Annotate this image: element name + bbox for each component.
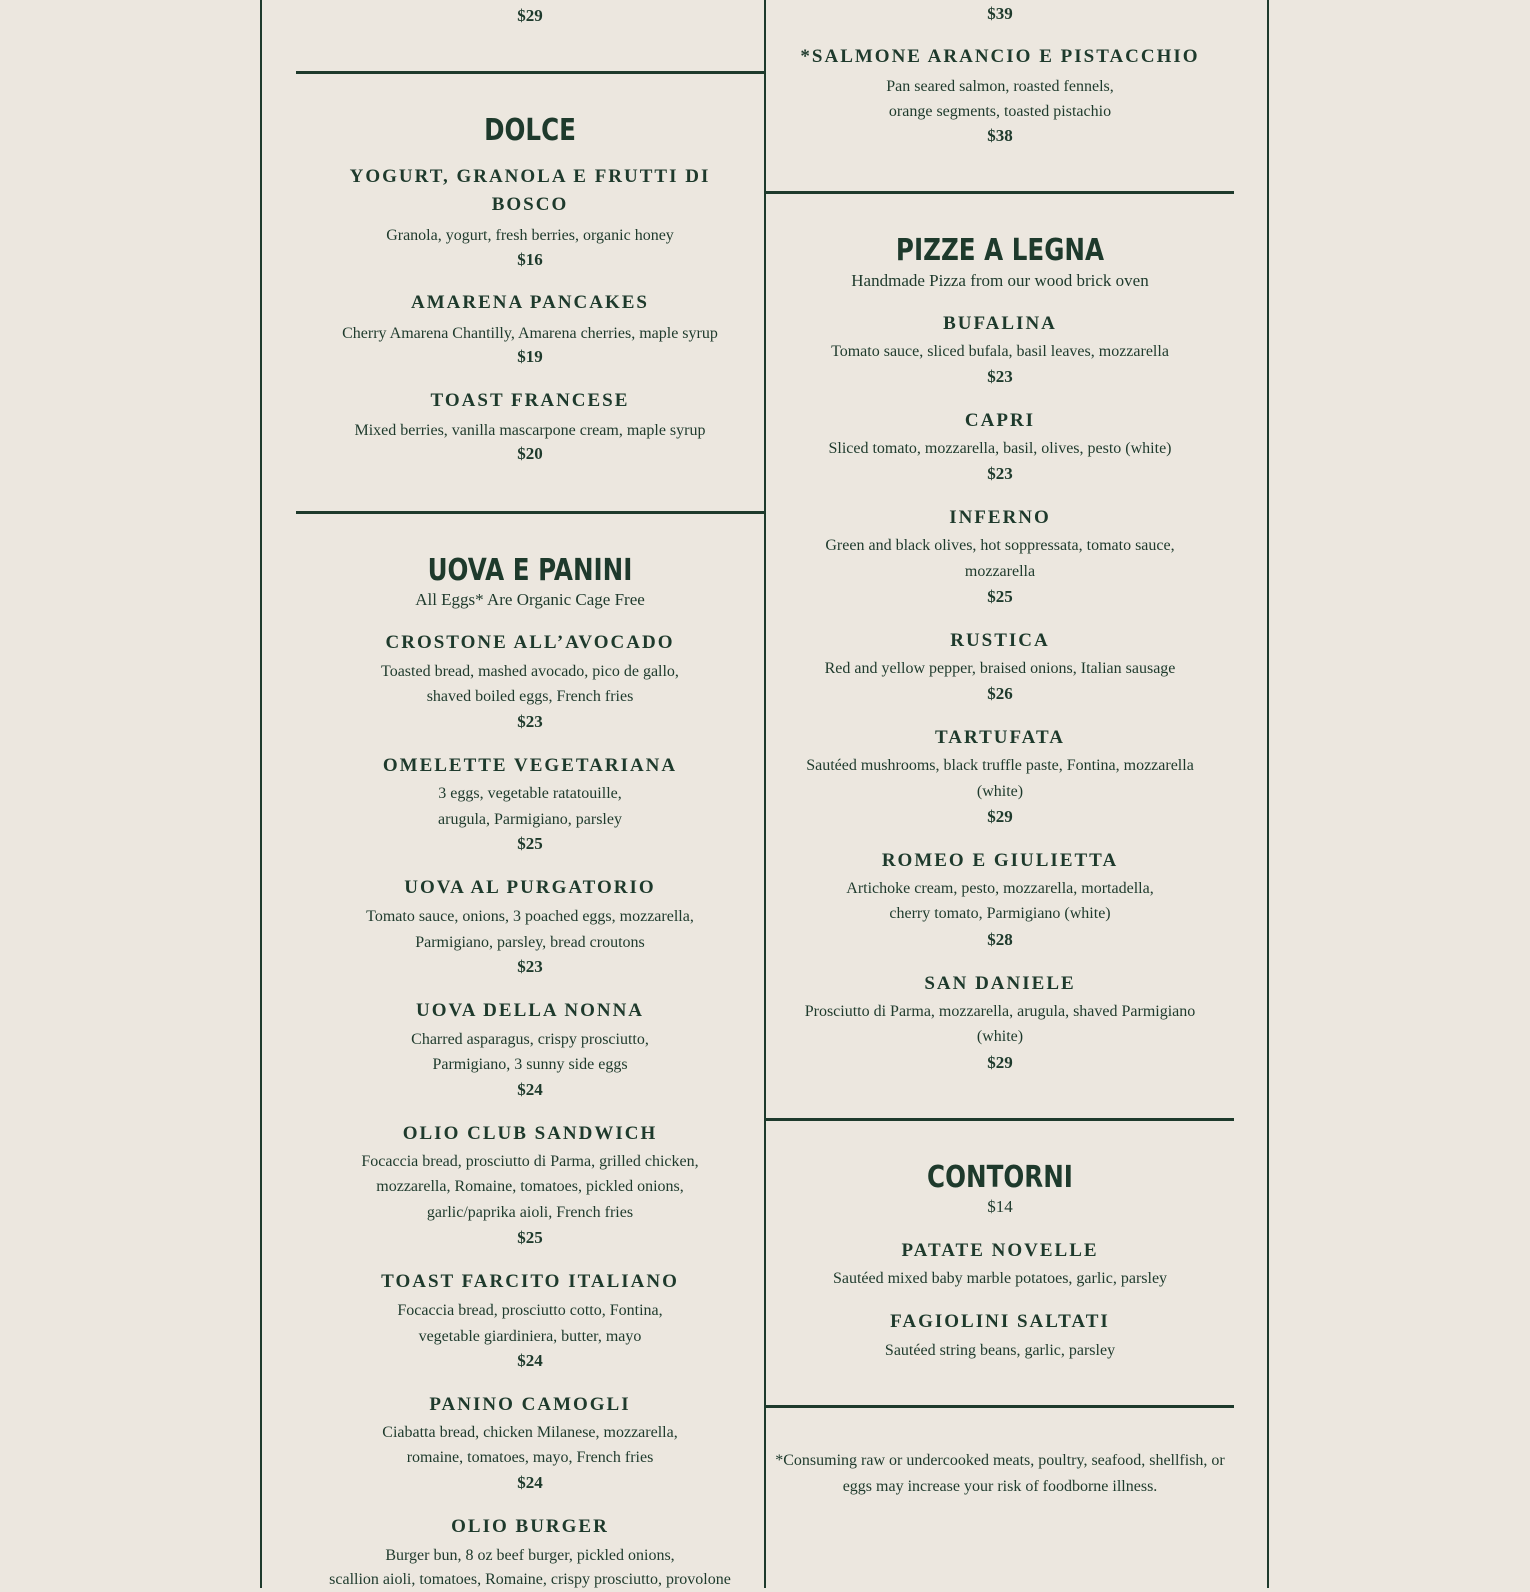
section-title-dolce: DOLCE: [484, 113, 576, 148]
item-description: romaine, tomatoes, mayo, French fries: [406, 1449, 654, 1466]
item-name: RUSTICA: [950, 630, 1050, 651]
item-price: $39: [987, 4, 1013, 23]
left-column: [296, 0, 764, 1588]
right-column: [766, 0, 1234, 1588]
item-price: $23: [987, 464, 1013, 483]
item-description: Parmigiano, parsley, bread croutons: [415, 934, 645, 951]
section-subtitle: Handmade Pizza from our wood brick oven: [851, 271, 1149, 290]
frame-line-left: [260, 0, 262, 1588]
item-description: Granola, yogurt, fresh berries, organic honey: [386, 227, 674, 244]
item-price: $28: [987, 930, 1013, 949]
item-description: Charred asparagus, crispy prosciutto,: [411, 1031, 649, 1048]
item-description: orange segments, toasted pistachio: [888, 103, 1112, 120]
item-description: Green and black olives, hot soppressata, tomato sauce,: [825, 537, 1175, 554]
item-description: Prosciutto di Parma, mozzarella, arugula, shaved Parmigiano: [804, 1003, 1196, 1020]
item-price: $16: [517, 250, 543, 269]
item-description: vegetable giardiniera, butter, mayo: [418, 1328, 642, 1345]
item-name: CAPRI: [964, 410, 1036, 431]
item-price: $29: [517, 6, 543, 25]
item-name: PATATE NOVELLE: [901, 1240, 1099, 1261]
item-name: TOAST FARCITO ITALIANO: [381, 1271, 679, 1292]
item-description: Focaccia bread, prosciutto cotto, Fontina,: [397, 1302, 663, 1319]
item-name: UOVA AL PURGATORIO: [404, 877, 656, 898]
allergen-note: eggs may increase your risk of foodborne illness.: [842, 1478, 1158, 1495]
item-price: $24: [517, 1473, 543, 1492]
item-price: $25: [517, 834, 543, 853]
item-description: cherry tomato, Parmigiano (white): [889, 905, 1111, 922]
item-name: BUFALINA: [943, 313, 1057, 334]
item-description: mozzarella: [964, 563, 1036, 580]
item-price: $23: [987, 367, 1013, 386]
item-name: TOAST FRANCESE: [430, 390, 630, 411]
item-name: FAGIOLINI SALTATI: [890, 1311, 1110, 1332]
section-title-pizze: PIZZE A LEGNA: [895, 233, 1105, 268]
item-price: $26: [987, 684, 1013, 703]
item-description: Artichoke cream, pesto, mozzarella, mortadella,: [846, 880, 1154, 897]
item-description: Sautéed mixed baby marble potatoes, garlic, parsley: [832, 1270, 1168, 1287]
item-description: Tomato sauce, sliced bufala, basil leaves, mozzarella: [831, 343, 1169, 360]
item-description: 3 eggs, vegetable ratatouille,: [438, 785, 622, 802]
item-price: $23: [517, 712, 543, 731]
item-price: $25: [517, 1228, 543, 1247]
item-name: BOSCO: [491, 194, 569, 215]
item-name: ROMEO E GIULIETTA: [881, 850, 1119, 871]
item-description: Sliced tomato, mozzarella, basil, olives, pesto (white): [828, 440, 1172, 457]
item-name: TARTUFATA: [935, 727, 1065, 748]
item-description: Tomato sauce, onions, 3 poached eggs, mozzarella,: [366, 908, 694, 925]
allergen-note: *Consuming raw or undercooked meats, poultry, seafood, shellfish, or: [775, 1452, 1225, 1469]
item-description: scallion aioli, tomatoes, Romaine, crispy prosciutto, provolone: [329, 1571, 731, 1588]
item-description: Sautéed string beans, garlic, parsley: [884, 1342, 1116, 1359]
item-description: (white): [976, 783, 1024, 800]
item-description: arugula, Parmigiano, parsley: [438, 811, 622, 828]
item-name: OLIO BURGER: [451, 1516, 609, 1537]
section-subtitle: All Eggs* Are Organic Cage Free: [415, 590, 645, 609]
item-description: Toasted bread, mashed avocado, pico de gallo,: [381, 663, 679, 680]
section-title-uova: UOVA E PANINI: [427, 553, 633, 588]
frame-line-right: [1267, 0, 1269, 1588]
item-description: Mixed berries, vanilla mascarpone cream, maple syrup: [354, 422, 706, 439]
item-description: Ciabatta bread, chicken Milanese, mozzarella,: [382, 1424, 678, 1441]
item-description: Focaccia bread, prosciutto di Parma, grilled chicken,: [361, 1153, 699, 1170]
item-name: OLIO CLUB SANDWICH: [402, 1123, 658, 1144]
item-price: $29: [987, 807, 1013, 826]
section-title-contorni: CONTORNI: [927, 1160, 1073, 1195]
item-name: AMARENA PANCAKES: [410, 292, 649, 313]
item-name: INFERNO: [949, 507, 1051, 528]
section-subtitle: $14: [987, 1197, 1013, 1216]
item-description: Sautéed mushrooms, black truffle paste, Fontina, mozzarella: [806, 757, 1194, 774]
item-name: PANINO CAMOGLI: [429, 1394, 631, 1415]
item-price: $24: [517, 1080, 543, 1099]
item-description: Cherry Amarena Chantilly, Amarena cherries, maple syrup: [342, 325, 718, 342]
item-description: Burger bun, 8 oz beef burger, pickled onions,: [385, 1547, 675, 1564]
item-description: Red and yellow pepper, braised onions, Italian sausage: [824, 660, 1176, 677]
item-description: Pan seared salmon, roasted fennels,: [886, 78, 1114, 95]
item-name: OMELETTE VEGETARIANA: [382, 755, 678, 776]
item-price: $38: [987, 126, 1013, 145]
item-description: garlic/paprika aioli, French fries: [426, 1204, 634, 1221]
item-name: SAN DANIELE: [924, 973, 1076, 994]
item-price: $25: [987, 587, 1013, 606]
item-price: $24: [517, 1351, 543, 1370]
item-price: $20: [517, 444, 543, 463]
item-price: $19: [517, 347, 543, 366]
item-name: UOVA DELLA NONNA: [415, 1000, 645, 1021]
item-description: (white): [976, 1028, 1024, 1045]
item-name: CROSTONE ALL’AVOCADO: [385, 632, 675, 653]
item-price: $23: [517, 957, 543, 976]
item-name: *SALMONE ARANCIO E PISTACCHIO: [800, 46, 1200, 67]
item-price: $29: [987, 1053, 1013, 1072]
item-description: shaved boiled eggs, French fries: [426, 688, 634, 705]
item-description: mozzarella, Romaine, tomatoes, pickled onions,: [376, 1178, 684, 1195]
item-description: Parmigiano, 3 sunny side eggs: [432, 1056, 628, 1073]
item-name: YOGURT, GRANOLA E FRUTTI DI: [349, 166, 711, 187]
